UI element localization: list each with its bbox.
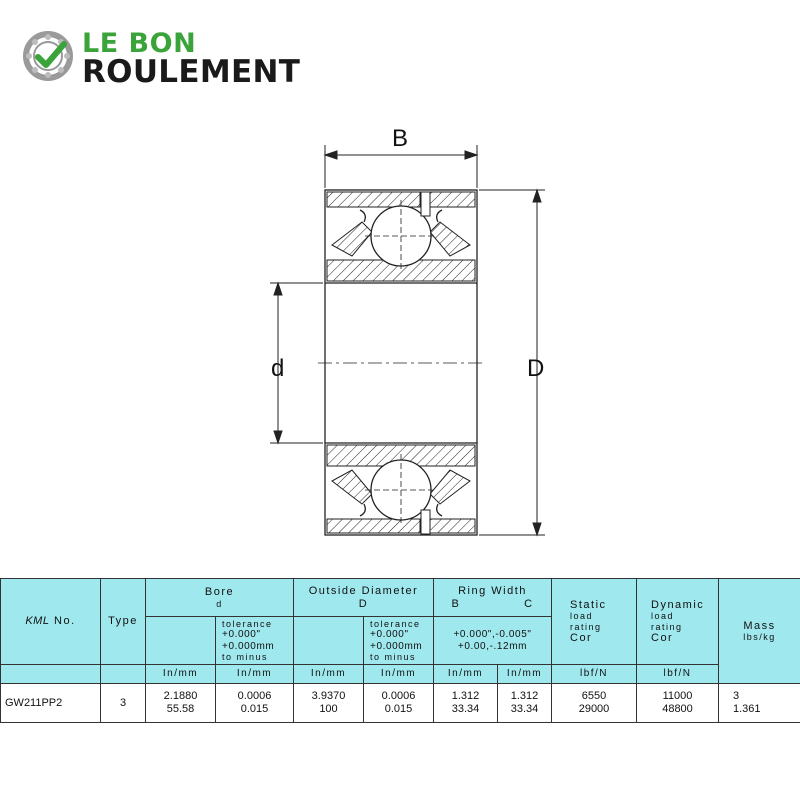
kml-header: KML No. — [1, 579, 101, 665]
bore-value: 2.1880 55.58 — [146, 684, 216, 723]
unit-od-tol: In/mm — [364, 665, 434, 684]
od-tolerance-value: 0.0006 0.015 — [364, 684, 434, 723]
type-header: Type — [101, 579, 146, 665]
unit-bore-tol: In/mm — [216, 665, 294, 684]
table-row — [1, 684, 800, 723]
logo-line1: LE BON — [82, 28, 197, 59]
type-value: 3 — [101, 684, 146, 723]
ring-tolerance-header: +0.000",-0.005" +0.00,-.12mm — [434, 617, 552, 665]
od-value: 3.9370 100 — [294, 684, 364, 723]
mass-value: 3 1.361 — [719, 684, 800, 723]
unit-dynamic: lbf/N — [637, 665, 719, 684]
static-value: 6550 29000 — [552, 684, 637, 723]
mass-header: Mass lbs/kg — [719, 579, 800, 684]
logo-line2: ROULEMENT — [82, 54, 301, 90]
unit-bore: In/mm — [146, 665, 216, 684]
units-blank-type — [101, 665, 146, 684]
bore-label: d — [271, 355, 285, 382]
outside-diameter-label: D — [527, 355, 545, 382]
width-label: B — [392, 125, 409, 152]
od-blank — [294, 617, 364, 665]
unit-c: In/mm — [498, 665, 552, 684]
units-blank-kml — [1, 665, 101, 684]
b-value: 1.312 33.34 — [434, 684, 498, 723]
dynamic-load-header: Dynamic load rating Cor — [637, 579, 719, 665]
upper-section — [327, 192, 475, 281]
lower-section — [327, 445, 475, 534]
bore-blank — [146, 617, 216, 665]
bore-tolerance-value: 0.0006 0.015 — [216, 684, 294, 723]
dynamic-value: 11000 48800 — [637, 684, 719, 723]
c-value: 1.312 33.34 — [498, 684, 552, 723]
outside-diameter-header: Outside Diameter D — [294, 579, 434, 617]
unit-static: lbf/N — [552, 665, 637, 684]
part-number: GW211PP2 — [1, 684, 101, 723]
unit-b: In/mm — [434, 665, 498, 684]
bore-tolerance-header: tolerance +0.000" +0.000mm to minus — [216, 617, 294, 665]
unit-od: In/mm — [294, 665, 364, 684]
ring-width-header: Ring Width B C — [434, 579, 552, 617]
bore-header: Bore d — [146, 579, 294, 617]
specifications-table — [0, 578, 800, 723]
od-tolerance-header: tolerance +0.000" +0.000mm to minus — [364, 617, 434, 665]
static-load-header: Static load rating Cor — [552, 579, 637, 665]
